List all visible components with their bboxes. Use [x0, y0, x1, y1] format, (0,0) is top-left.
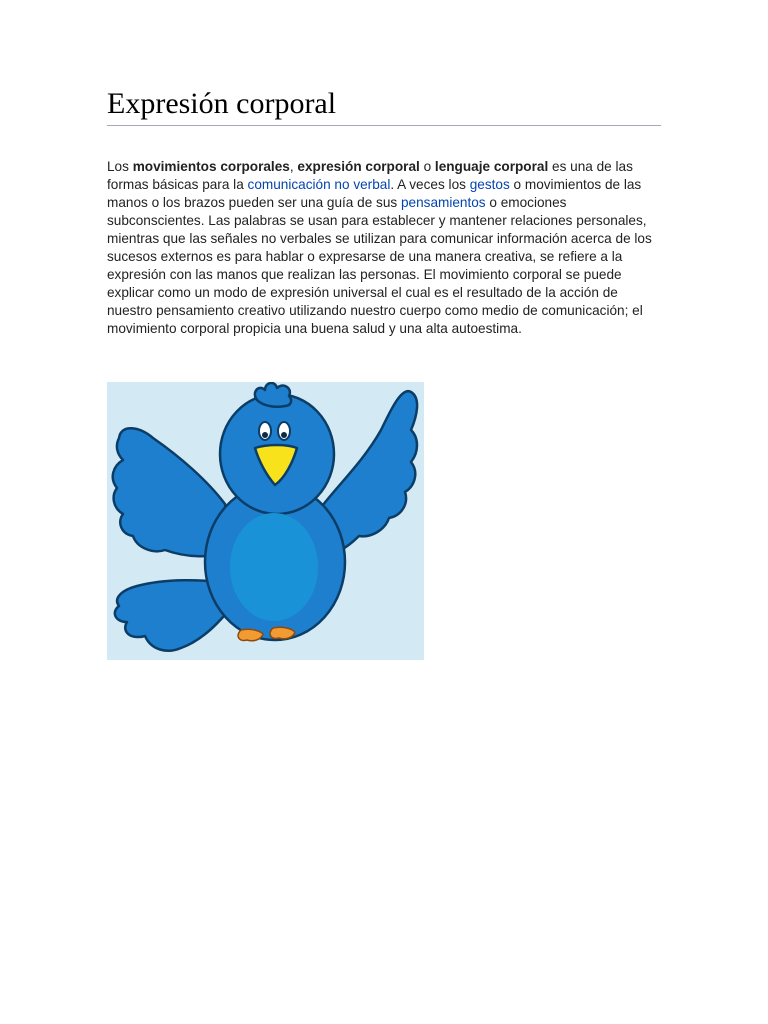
term-lenguaje-corporal: lenguaje corporal: [434, 159, 549, 174]
link-pensamientos[interactable]: pensamientos: [400, 195, 486, 210]
blue-bird-illustration: [107, 382, 424, 660]
bird-belly: [230, 513, 318, 621]
intro-text: o movimientos de las manos o los brazos pueden ser una guía de sus: [107, 177, 642, 210]
term-movimientos-corporales: movimientos corporales: [132, 159, 290, 174]
link-comunicacion-no-verbal[interactable]: comunicación no verbal: [247, 177, 391, 192]
page-title: Expresión corporal: [107, 86, 661, 126]
intro-text: o emociones subconscientes. Las palabras se usan para establecer y mantener relaciones personales, mientras que las señales no verbales se utilizan para comunicar información acerca de los sucesos externos es para hablar o expresarse de una manera creativa, se refiere a la expresión con las manos que realizan las personas. El movimiento corporal se puede explicar como un modo de expresión universal el cual es el resultado de la acción de nuestro pensamiento creativo utilizando nuestro cuerpo como medio de comunicación; el movimiento corporal propicia una buena salud y una alta autoestima.: [107, 195, 652, 336]
intro-paragraph: [107, 158, 664, 338]
intro-text: ,: [289, 159, 298, 174]
intro-text: o: [419, 159, 435, 174]
intro-text: es una de las formas básicas para la: [107, 159, 633, 192]
link-gestos[interactable]: gestos: [469, 177, 510, 192]
blue-bird-icon: [107, 382, 424, 660]
term-expresion-corporal: expresión corporal: [297, 159, 420, 174]
intro-text: Los: [107, 159, 133, 174]
intro-text: . A veces los: [390, 177, 470, 192]
